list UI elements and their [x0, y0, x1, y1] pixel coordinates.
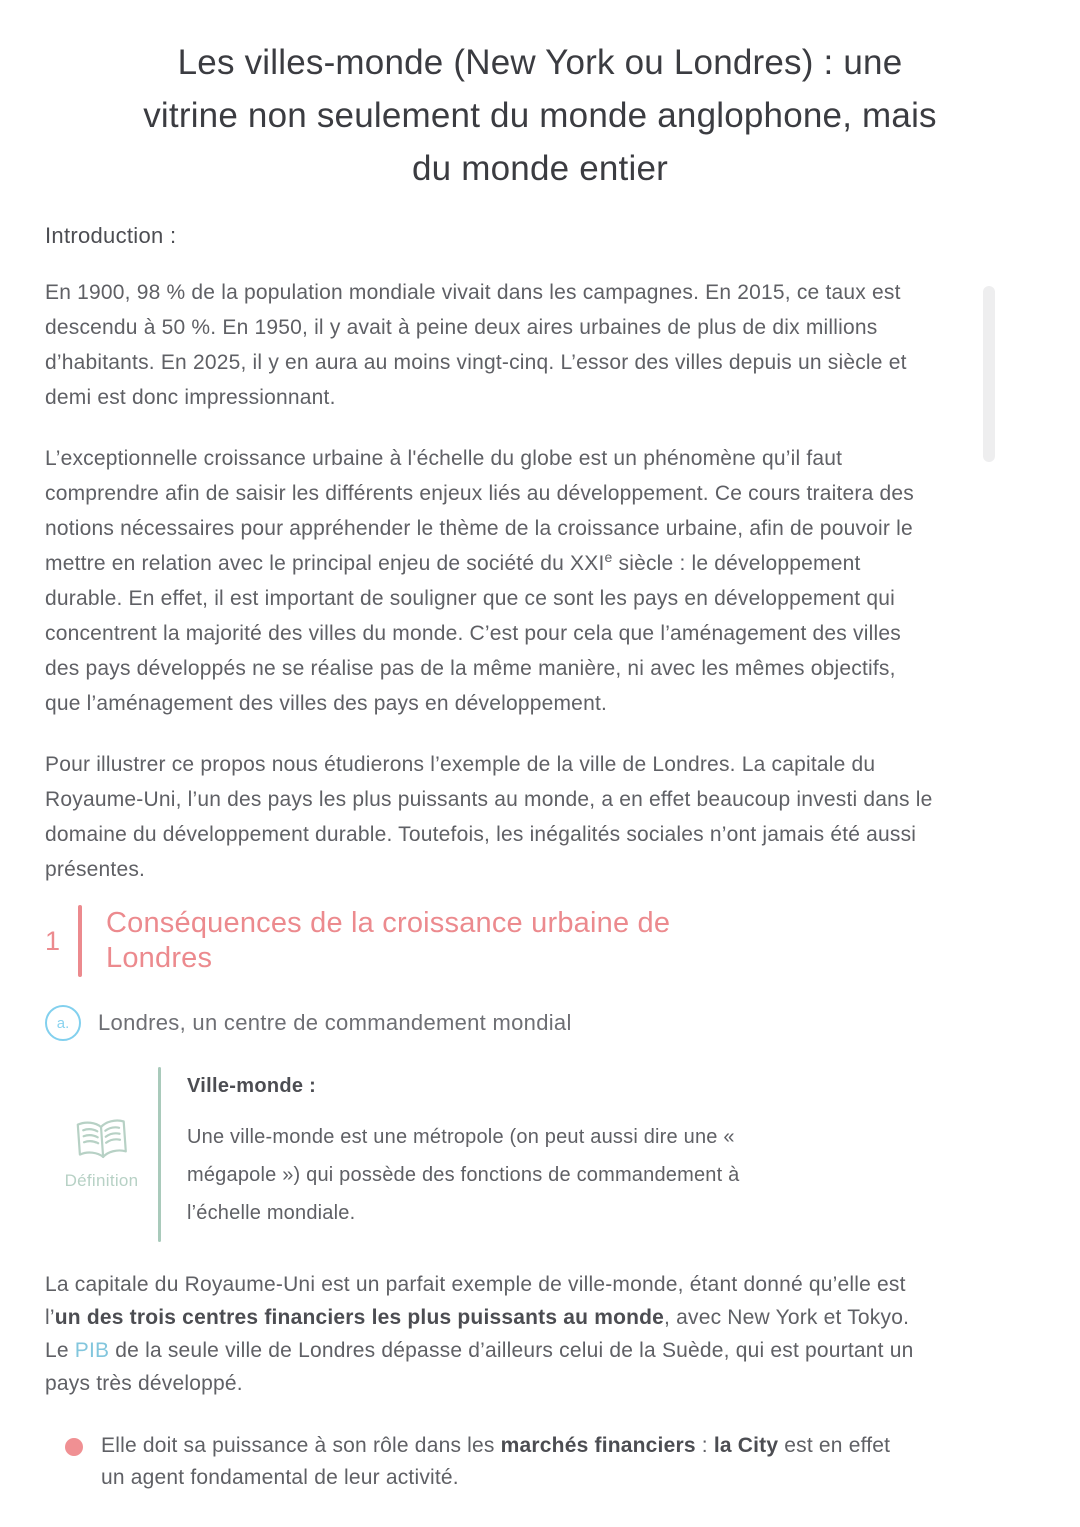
paragraph-text: siècle : le développement durable. En effet, il est important de souligner que ce sont les pays en développement qui concentrent la majorité des villes du monde. C’est pour cela que l’aménagement des villes des pays développés ne se réalise pas de la même manière, ni avec les mêmes objectifs, que l’aménagement des villes des pays en développement.	[45, 552, 901, 715]
subsection-marker-circle: a.	[45, 1005, 81, 1041]
definition-icon-column	[45, 1067, 158, 1242]
paragraph-text: de la seule ville de Londres dépasse d’ailleurs celui de la Suède, qui est pourtant un pays très développé.	[45, 1339, 914, 1395]
paragraph-4	[45, 1268, 915, 1400]
page-title: Les villes-monde (New York ou Londres) : une vitrine non seulement du monde anglophone, mais du monde entier	[143, 43, 937, 188]
section-1-heading	[45, 905, 1035, 977]
paragraph-text: :	[695, 1434, 714, 1457]
superscript-e: e	[604, 549, 613, 565]
paragraph-text: , avec New York et Tokyo. Le	[45, 1306, 910, 1362]
open-book-icon	[71, 1116, 132, 1166]
bold-text: la City	[713, 1434, 779, 1457]
bold-text: un des trois centres financiers les plus puissants au monde	[54, 1306, 665, 1329]
section-title: Conséquences de la croissance urbaine de Londres	[106, 907, 671, 974]
paragraph-text: est en effet un agent fondamental de leur activité.	[101, 1434, 891, 1489]
scrollbar-thumb[interactable]	[983, 286, 995, 462]
subsection-a-heading	[45, 1005, 1035, 1041]
bold-text: marchés financiers	[500, 1434, 696, 1457]
definition-text: Une ville-monde est une métropole (on peut aussi dire une « mégapole ») qui possède des fonctions de commandement à l’échelle mondiale.	[187, 1126, 740, 1224]
intro-paragraph-2	[45, 441, 935, 721]
definition-term: Ville-monde :	[187, 1075, 317, 1097]
bullet-text	[101, 1430, 891, 1494]
intro-paragraph-3: Pour illustrer ce propos nous étudierons l’exemple de la ville de Londres. La capitale du Royaume-Uni, l’un des pays les plus puissants au monde, a en effet beaucoup investi dans le domaine du développement durable. Toutefois, les inégalités sociales n’ont jamais été aussi présentes.	[45, 753, 933, 881]
intro-heading: Introduction :	[45, 223, 177, 248]
definition-content	[161, 1067, 772, 1242]
paragraph-text: L’exceptionnelle croissance urbaine à l'échelle du globe est un phénomène qu’il faut comprendre afin de saisir les différents enjeux liés au développement. Ce cours traitera des notions nécessaires pour appréhender le thème de la croissance urbaine, afin de pouvoir le mettre en relation avec le principal enjeu de société du XXI	[45, 447, 914, 575]
pib-link[interactable]: PIB	[74, 1339, 110, 1362]
paragraph-text: Elle doit sa puissance à son rôle dans les	[101, 1434, 501, 1457]
bullet-item	[45, 1430, 1035, 1494]
definition-block	[45, 1067, 1035, 1242]
subsection-title: Londres, un centre de commandement mondial	[98, 1010, 572, 1035]
definition-label: Définition	[64, 1171, 139, 1190]
section-heading-bar	[78, 905, 82, 977]
bullet-dot-icon	[65, 1438, 83, 1456]
paragraph-text: La capitale du Royaume-Uni est un parfait exemple de ville-monde, étant donné qu’elle est l’	[45, 1273, 906, 1329]
intro-paragraph-1: En 1900, 98 % de la population mondiale vivait dans les campagnes. En 2015, ce taux est descendu à 50 %. En 1950, il y avait à peine deux aires urbaines de plus de dix millions d’habitants. En 2025, il y en aura au moins vingt-cinq. L’essor des villes depuis un siècle et demi est donc impressionnant.	[45, 281, 907, 409]
section-number: 1	[45, 925, 61, 956]
